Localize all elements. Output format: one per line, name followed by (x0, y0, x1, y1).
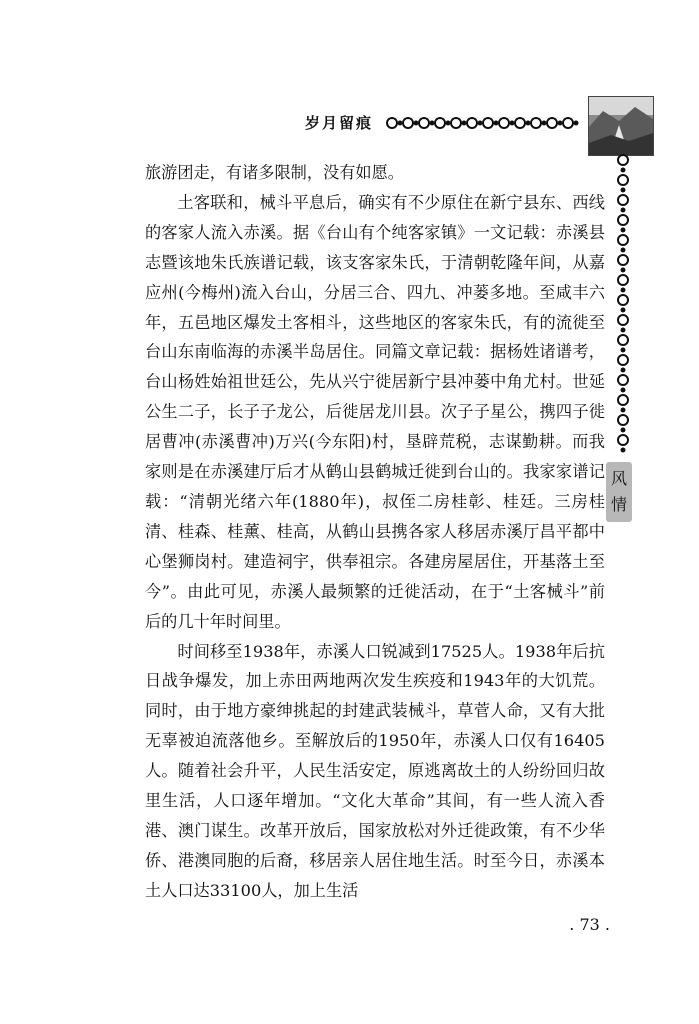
paragraph-1: 旅游团走，有诸多限制，没有如愿。 (145, 163, 404, 182)
paragraph-2: 土客联和，械斗平息后，确实有不少原住在新宁县东、西线的客家人流入赤溪。据《台山有个纯客家镇》一文记载：赤溪县志暨该地朱氏族谱记载，该支客家朱氏，于清朝乾隆年间，从嘉应州(今梅州)流入台山，分居三合、四九、冲蒌多地。至咸丰六年，五邑地区爆发土客相斗，这些地区的客家朱氏，有的流徙至台山东南临海的赤溪半岛居住。同篇文章记载：据杨姓诸谱考，台山杨姓始祖世廷公，先从兴宁徙居新宁县冲蒌中角尤村。世延公生二子，长子子龙公，后徙居龙川县。次子子星公，携四子徙居曹冲(赤溪曹冲)万兴(今东阳)村，垦辟荒税，志谋勤耕。而我家则是在赤溪建厅后才从鹤山县鹤城迁徙到台山的。我家家谱记载：“清朝光绪六年(1880年)，叔侄二房桂彰、桂廷。三房桂清、桂森、桂薰、桂高，从鹤山县携各家人移居赤溪厅昌平都中心堡狮岗村。建造祠宇，供奉祖宗。各建房屋居住，开基落土至今”。由此可见，赤溪人最频繁的迁徙活动，在于“土客械斗”前后的几十年时间里。 (145, 192, 605, 631)
paragraph-3: 时间移至1938年，赤溪人口锐减到17525人。1938年后抗日战争爆发，加上赤田两地两次发生疾疫和1943年的大饥荒。同时，由于地方豪绅挑起的封建武装械斗，草菅人命，又有大批无辜被迫流落他乡。至解放后的1950年，赤溪人口仅有16405人。随着社会升平，人民生活安定，原逃离故土的人纷纷回归故里生活，人口逐年增加。“文化大革命”其间，有一些人流入香港、澳门谋生。改革开放后，国家放松对外迁徙政策，有不少华侨、港澳同胞的后裔，移居亲人居住地生活。时至今日，赤溪本土人口达33100人，加上生活 (145, 641, 605, 900)
body-text (145, 158, 605, 906)
landscape-thumbnail (588, 96, 654, 156)
chapter-tab-char-2: 情 (610, 495, 627, 514)
side-ornament (603, 150, 643, 605)
chapter-tab-char-1: 风 (610, 469, 627, 488)
header-ornament (382, 113, 588, 133)
chapter-tab (606, 462, 632, 522)
section-title: 岁月留痕 (305, 114, 374, 132)
page-number: . 73 . (569, 915, 610, 934)
